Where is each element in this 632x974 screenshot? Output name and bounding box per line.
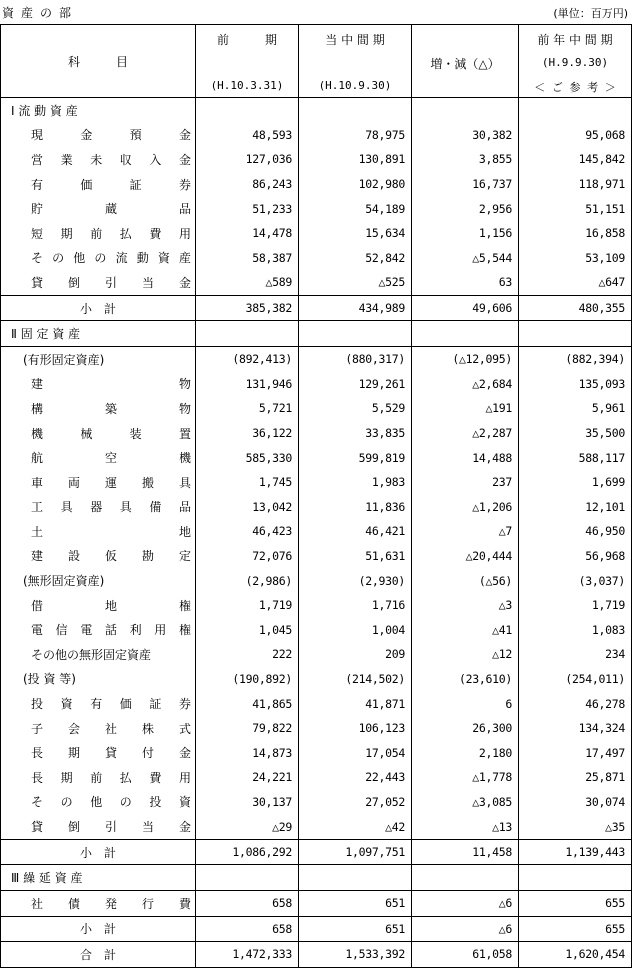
ref-value: 5,961 bbox=[519, 396, 632, 421]
prev-value: 58,387 bbox=[196, 246, 299, 271]
curr-value: 33,835 bbox=[299, 421, 412, 446]
curr-value: 1,716 bbox=[299, 593, 412, 618]
row-label bbox=[1, 544, 196, 569]
row-label-text: 長 期 前 払 費 用 bbox=[31, 770, 191, 785]
diff-value: 2,956 bbox=[412, 196, 519, 221]
row-label bbox=[1, 196, 196, 221]
table-row bbox=[1, 172, 632, 197]
row-label bbox=[1, 642, 196, 667]
table-row bbox=[1, 691, 632, 716]
ref-value: 134,324 bbox=[519, 716, 632, 741]
unit-label: (単位：百万円) bbox=[553, 7, 628, 20]
row-label-text: Ⅱ 固 定 資 産 bbox=[11, 327, 81, 342]
ref-value: 46,278 bbox=[519, 691, 632, 716]
curr-value: 1,097,751 bbox=[299, 839, 412, 865]
curr-value bbox=[299, 321, 412, 347]
table-row bbox=[1, 346, 632, 371]
prev-value: 41,865 bbox=[196, 691, 299, 716]
prev-value: 48,593 bbox=[196, 123, 299, 148]
prev-value bbox=[196, 321, 299, 347]
curr-value: 27,052 bbox=[299, 790, 412, 815]
prev-value: 1,086,292 bbox=[196, 839, 299, 865]
row-label-text: 構 築 物 bbox=[31, 401, 191, 416]
row-label bbox=[1, 814, 196, 839]
table-row bbox=[1, 716, 632, 741]
ref-value bbox=[519, 98, 632, 123]
row-label bbox=[1, 321, 196, 347]
curr-value: 209 bbox=[299, 642, 412, 667]
table-row bbox=[1, 916, 632, 942]
table-row bbox=[1, 617, 632, 642]
ref-value: 1,719 bbox=[519, 593, 632, 618]
header-prev: 前 期 (H.10.3.31) bbox=[196, 25, 299, 98]
table-row bbox=[1, 123, 632, 148]
prev-value: 1,745 bbox=[196, 470, 299, 495]
diff-value: △5,544 bbox=[412, 246, 519, 271]
prev-value: (892,413) bbox=[196, 346, 299, 371]
table-row bbox=[1, 421, 632, 446]
row-label-text: 社 債 発 行 費 bbox=[31, 896, 191, 911]
prev-value: (190,892) bbox=[196, 667, 299, 692]
table-row bbox=[1, 321, 632, 347]
curr-value: 41,871 bbox=[299, 691, 412, 716]
table-row bbox=[1, 372, 632, 397]
page-header bbox=[0, 0, 632, 24]
ref-value: 53,109 bbox=[519, 246, 632, 271]
ref-value: 46,950 bbox=[519, 519, 632, 544]
ref-value: 35,500 bbox=[519, 421, 632, 446]
diff-value: △1,206 bbox=[412, 495, 519, 520]
ref-value: △647 bbox=[519, 270, 632, 295]
prev-value: (2,986) bbox=[196, 568, 299, 593]
curr-value: 651 bbox=[299, 891, 412, 917]
row-label bbox=[1, 445, 196, 470]
row-label-text: 有 価 証 券 bbox=[31, 177, 191, 192]
row-label-text: 航 空 機 bbox=[31, 451, 191, 466]
curr-value: (880,317) bbox=[299, 346, 412, 371]
row-label-text: 営 業 未 収 入 金 bbox=[31, 152, 191, 167]
diff-value: 16,737 bbox=[412, 172, 519, 197]
table-row bbox=[1, 942, 632, 968]
curr-value: 434,989 bbox=[299, 295, 412, 321]
prev-value: 86,243 bbox=[196, 172, 299, 197]
ref-value: 56,968 bbox=[519, 544, 632, 569]
curr-value: 17,054 bbox=[299, 740, 412, 765]
balance-sheet-table bbox=[0, 24, 632, 968]
row-label-text: 長 期 貸 付 金 bbox=[31, 746, 191, 761]
row-label-text: (有形固定資産) bbox=[23, 352, 105, 367]
row-label bbox=[1, 765, 196, 790]
row-label bbox=[1, 372, 196, 397]
row-label-text: 現 金 預 金 bbox=[31, 128, 191, 143]
row-label bbox=[1, 942, 196, 968]
curr-value: 102,980 bbox=[299, 172, 412, 197]
row-label bbox=[1, 891, 196, 917]
diff-value: △13 bbox=[412, 814, 519, 839]
row-label bbox=[1, 421, 196, 446]
table-row bbox=[1, 196, 632, 221]
prev-value: 127,036 bbox=[196, 147, 299, 172]
row-label-text: 土 地 bbox=[31, 524, 191, 539]
ref-value: 1,083 bbox=[519, 617, 632, 642]
prev-value: 14,478 bbox=[196, 221, 299, 246]
row-label-text: 小 計 bbox=[79, 845, 116, 860]
curr-value: (214,502) bbox=[299, 667, 412, 692]
row-label bbox=[1, 790, 196, 815]
curr-value bbox=[299, 865, 412, 891]
diff-value: △2,684 bbox=[412, 372, 519, 397]
table-row bbox=[1, 495, 632, 520]
header-subject: 科 目 bbox=[1, 25, 196, 98]
row-label bbox=[1, 246, 196, 271]
prev-value bbox=[196, 865, 299, 891]
diff-value: 6 bbox=[412, 691, 519, 716]
curr-value: 651 bbox=[299, 916, 412, 942]
row-label-text: 建 設 仮 勘 定 bbox=[31, 549, 191, 564]
diff-value: 11,458 bbox=[412, 839, 519, 865]
prev-value: 51,233 bbox=[196, 196, 299, 221]
row-label bbox=[1, 123, 196, 148]
row-label bbox=[1, 147, 196, 172]
table-row bbox=[1, 470, 632, 495]
row-label-text: 機 械 装 置 bbox=[31, 426, 191, 441]
diff-value: 14,488 bbox=[412, 445, 519, 470]
curr-value: 22,443 bbox=[299, 765, 412, 790]
row-label-text: 投 資 有 価 証 券 bbox=[31, 697, 191, 712]
diff-value: △3,085 bbox=[412, 790, 519, 815]
diff-value: 2,180 bbox=[412, 740, 519, 765]
row-label bbox=[1, 470, 196, 495]
curr-value: 106,123 bbox=[299, 716, 412, 741]
diff-value: 1,156 bbox=[412, 221, 519, 246]
curr-value: 1,983 bbox=[299, 470, 412, 495]
ref-value: (3,037) bbox=[519, 568, 632, 593]
row-label bbox=[1, 916, 196, 942]
ref-value bbox=[519, 321, 632, 347]
table-row bbox=[1, 765, 632, 790]
curr-value: △42 bbox=[299, 814, 412, 839]
row-label-text: そ の 他 の 投 資 bbox=[31, 795, 191, 810]
curr-value: 54,189 bbox=[299, 196, 412, 221]
curr-value: △525 bbox=[299, 270, 412, 295]
row-label bbox=[1, 98, 196, 123]
row-label bbox=[1, 495, 196, 520]
table-row bbox=[1, 519, 632, 544]
row-label-text: 借 地 権 bbox=[31, 598, 191, 613]
diff-value bbox=[412, 865, 519, 891]
curr-value: 129,261 bbox=[299, 372, 412, 397]
diff-value bbox=[412, 98, 519, 123]
curr-value: 1,004 bbox=[299, 617, 412, 642]
curr-value bbox=[299, 98, 412, 123]
ref-value: 655 bbox=[519, 916, 632, 942]
prev-value: 24,221 bbox=[196, 765, 299, 790]
diff-value: 26,300 bbox=[412, 716, 519, 741]
diff-value: △12 bbox=[412, 642, 519, 667]
row-label-text: 小 計 bbox=[79, 301, 116, 316]
row-label bbox=[1, 716, 196, 741]
table-row bbox=[1, 865, 632, 891]
ref-value: 234 bbox=[519, 642, 632, 667]
prev-value: 13,042 bbox=[196, 495, 299, 520]
curr-value: (2,930) bbox=[299, 568, 412, 593]
row-label-text: 貸 倒 引 当 金 bbox=[31, 820, 191, 835]
diff-value bbox=[412, 321, 519, 347]
diff-value: (△56) bbox=[412, 568, 519, 593]
row-label-text: (無形固定資産) bbox=[23, 574, 105, 589]
curr-value: 51,631 bbox=[299, 544, 412, 569]
row-label bbox=[1, 617, 196, 642]
row-label-text: 貸 倒 引 当 金 bbox=[31, 275, 191, 290]
page-title: 資産の部 bbox=[2, 6, 79, 20]
table-row bbox=[1, 270, 632, 295]
row-label-text: Ⅰ 流 動 資 産 bbox=[11, 103, 78, 118]
prev-value: 79,822 bbox=[196, 716, 299, 741]
table-row bbox=[1, 396, 632, 421]
row-label bbox=[1, 270, 196, 295]
table-row bbox=[1, 445, 632, 470]
table-row bbox=[1, 544, 632, 569]
prev-value: 1,719 bbox=[196, 593, 299, 618]
ref-value: 51,151 bbox=[519, 196, 632, 221]
prev-value: △29 bbox=[196, 814, 299, 839]
diff-value: (23,610) bbox=[412, 667, 519, 692]
row-label bbox=[1, 346, 196, 371]
table-row bbox=[1, 568, 632, 593]
diff-value: △41 bbox=[412, 617, 519, 642]
curr-value: 5,529 bbox=[299, 396, 412, 421]
header-ref: 前 年 中 間 期 (H.9.9.30) ＜ ご 参 考 ＞ bbox=[519, 25, 632, 98]
diff-value: 49,606 bbox=[412, 295, 519, 321]
prev-value bbox=[196, 98, 299, 123]
table-row bbox=[1, 839, 632, 865]
prev-value: 585,330 bbox=[196, 445, 299, 470]
row-label bbox=[1, 839, 196, 865]
row-label-text: 合 計 bbox=[79, 947, 116, 962]
table-row bbox=[1, 98, 632, 123]
curr-value: 52,842 bbox=[299, 246, 412, 271]
prev-value: △589 bbox=[196, 270, 299, 295]
curr-value: 130,891 bbox=[299, 147, 412, 172]
header-diff: 増・減（△） bbox=[412, 25, 519, 98]
table-row bbox=[1, 246, 632, 271]
row-label-text: Ⅲ 繰 延 資 産 bbox=[11, 871, 83, 886]
ref-value: 25,871 bbox=[519, 765, 632, 790]
ref-value: △35 bbox=[519, 814, 632, 839]
diff-value: △1,778 bbox=[412, 765, 519, 790]
row-label-text: 子 会 社 株 式 bbox=[31, 721, 191, 736]
prev-value: 131,946 bbox=[196, 372, 299, 397]
prev-value: 1,472,333 bbox=[196, 942, 299, 968]
row-label bbox=[1, 740, 196, 765]
ref-value: 12,101 bbox=[519, 495, 632, 520]
diff-value: 63 bbox=[412, 270, 519, 295]
row-label bbox=[1, 667, 196, 692]
row-label-text: 貯 蔵 品 bbox=[31, 202, 191, 217]
prev-value: 30,137 bbox=[196, 790, 299, 815]
prev-value: 46,423 bbox=[196, 519, 299, 544]
diff-value: 30,382 bbox=[412, 123, 519, 148]
diff-value: △20,444 bbox=[412, 544, 519, 569]
diff-value: 3,855 bbox=[412, 147, 519, 172]
diff-value: 61,058 bbox=[412, 942, 519, 968]
table-row bbox=[1, 221, 632, 246]
row-label-text: 電 信 電 話 利 用 権 bbox=[31, 623, 191, 638]
row-label bbox=[1, 593, 196, 618]
row-label-text: 工 具 器 具 備 品 bbox=[31, 500, 191, 515]
ref-value: 588,117 bbox=[519, 445, 632, 470]
row-label bbox=[1, 519, 196, 544]
table-row bbox=[1, 147, 632, 172]
diff-value: (△12,095) bbox=[412, 346, 519, 371]
ref-value: (254,011) bbox=[519, 667, 632, 692]
row-label bbox=[1, 691, 196, 716]
header-curr: 当 中 間 期 (H.10.9.30) bbox=[299, 25, 412, 98]
ref-value: 655 bbox=[519, 891, 632, 917]
prev-value: 658 bbox=[196, 891, 299, 917]
table-row bbox=[1, 295, 632, 321]
ref-value: (882,394) bbox=[519, 346, 632, 371]
row-label-text: その他の無形固定資産 bbox=[31, 647, 152, 662]
table-row bbox=[1, 790, 632, 815]
ref-value: 17,497 bbox=[519, 740, 632, 765]
row-label-text: そ の 他 の 流 動 資 産 bbox=[31, 251, 191, 266]
ref-value: 118,971 bbox=[519, 172, 632, 197]
row-label-text: 小 計 bbox=[79, 922, 116, 937]
table-row bbox=[1, 814, 632, 839]
diff-value: △191 bbox=[412, 396, 519, 421]
prev-value: 72,076 bbox=[196, 544, 299, 569]
curr-value: 15,634 bbox=[299, 221, 412, 246]
ref-value: 1,620,454 bbox=[519, 942, 632, 968]
ref-value bbox=[519, 865, 632, 891]
curr-value: 11,836 bbox=[299, 495, 412, 520]
table-header-row bbox=[1, 25, 632, 98]
ref-value: 16,858 bbox=[519, 221, 632, 246]
curr-value: 1,533,392 bbox=[299, 942, 412, 968]
row-label-text: 建 物 bbox=[31, 377, 191, 392]
prev-value: 1,045 bbox=[196, 617, 299, 642]
row-label-text: 車 両 運 搬 具 bbox=[31, 475, 191, 490]
ref-value: 1,139,443 bbox=[519, 839, 632, 865]
ref-value: 145,842 bbox=[519, 147, 632, 172]
table-row bbox=[1, 642, 632, 667]
prev-value: 385,382 bbox=[196, 295, 299, 321]
diff-value: △7 bbox=[412, 519, 519, 544]
prev-value: 658 bbox=[196, 916, 299, 942]
table-row bbox=[1, 667, 632, 692]
table-row bbox=[1, 891, 632, 917]
ref-value: 480,355 bbox=[519, 295, 632, 321]
row-label bbox=[1, 865, 196, 891]
diff-value: △2,287 bbox=[412, 421, 519, 446]
row-label bbox=[1, 396, 196, 421]
prev-value: 36,122 bbox=[196, 421, 299, 446]
row-label bbox=[1, 172, 196, 197]
row-label-text: (投 資 等) bbox=[23, 672, 76, 687]
ref-value: 1,699 bbox=[519, 470, 632, 495]
row-label bbox=[1, 568, 196, 593]
table-row bbox=[1, 740, 632, 765]
diff-value: △3 bbox=[412, 593, 519, 618]
ref-value: 30,074 bbox=[519, 790, 632, 815]
prev-value: 222 bbox=[196, 642, 299, 667]
curr-value: 46,421 bbox=[299, 519, 412, 544]
ref-value: 135,093 bbox=[519, 372, 632, 397]
prev-value: 5,721 bbox=[196, 396, 299, 421]
row-label bbox=[1, 221, 196, 246]
curr-value: 599,819 bbox=[299, 445, 412, 470]
diff-value: 237 bbox=[412, 470, 519, 495]
ref-value: 95,068 bbox=[519, 123, 632, 148]
diff-value: △6 bbox=[412, 891, 519, 917]
diff-value: △6 bbox=[412, 916, 519, 942]
row-label bbox=[1, 295, 196, 321]
table-row bbox=[1, 593, 632, 618]
prev-value: 14,873 bbox=[196, 740, 299, 765]
row-label-text: 短 期 前 払 費 用 bbox=[31, 226, 191, 241]
curr-value: 78,975 bbox=[299, 123, 412, 148]
